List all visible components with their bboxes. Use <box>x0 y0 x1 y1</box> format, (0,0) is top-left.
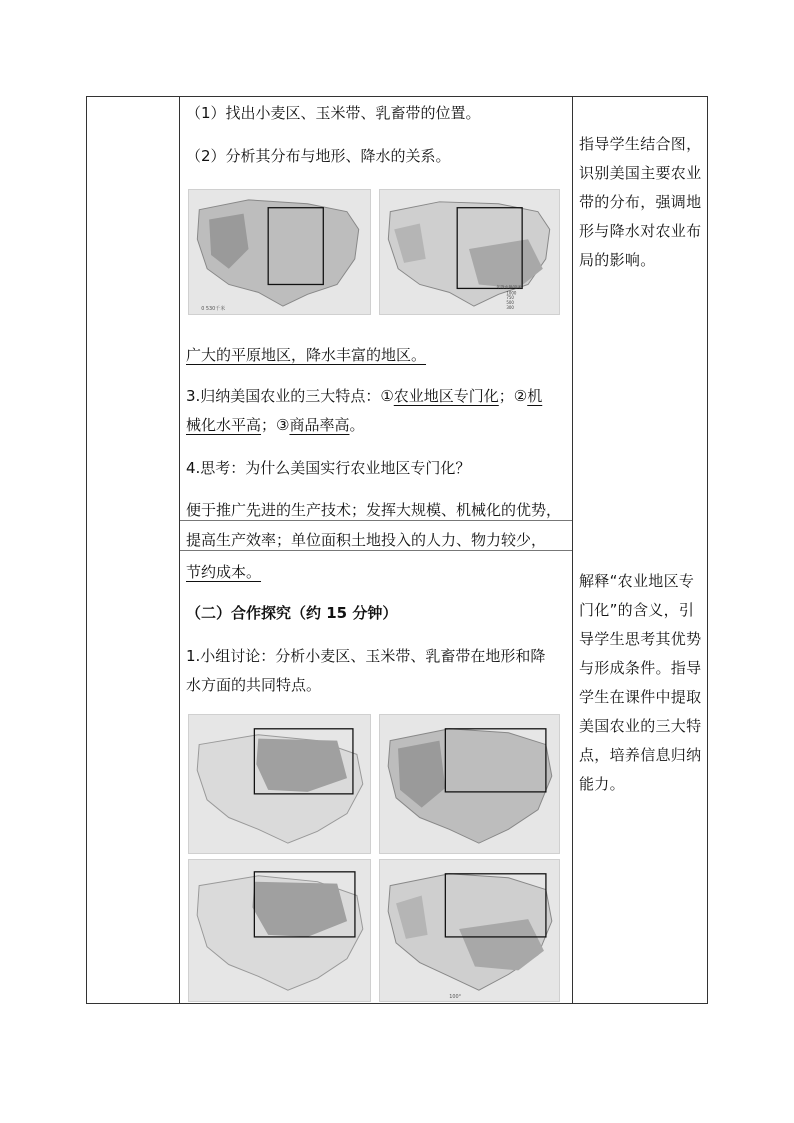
point-3-sep-2: ；③ <box>261 416 290 434</box>
section-2-title: （二）合作探究（约 15 分钟） <box>186 604 398 622</box>
map-terrain-usa-2 <box>379 714 560 854</box>
answer-2-line-2: 提高生产效率；单位面积土地投入的人力、物力较少， <box>186 531 547 549</box>
group-task-line-2: 水方面的共同特点。 <box>186 676 322 694</box>
teacher-note-1: 指导学生结合图，识别美国主要农业带的分布，强调地形与降水对农业布局的影响。 <box>579 135 702 269</box>
map-precipitation-usa-2 <box>379 859 560 1002</box>
point-3-line-1 <box>186 382 542 410</box>
legend-title: 年降水量/毫米 <box>496 284 522 290</box>
map-terrain-usa <box>188 189 371 315</box>
legend-750: 750 <box>506 295 514 301</box>
feature-mechanization-part1: 机 <box>527 387 543 405</box>
group-task-line-1: 1.小组讨论：分析小麦区、玉米带、乳畜带在地形和降 <box>186 647 546 665</box>
answer-2-rule-2 <box>180 550 572 551</box>
content-column <box>180 97 572 1003</box>
point-3-sep-1: ；② <box>498 387 528 405</box>
teacher-note-2: 解释“农业地区专门化”的含义，引导学生思考其优势与形成条件。指导学生在课件中提取美国农业的三大特点，培养信息归纳能力。 <box>579 572 702 793</box>
notes-column <box>573 97 709 1003</box>
map-agri-belts-1 <box>188 714 371 854</box>
feature-specialization: 农业地区专门化 <box>393 387 499 405</box>
longitude-label: 100° <box>449 994 462 1001</box>
point-4-question: 4.思考：为什么美国实行农业地区专门化？ <box>186 459 471 477</box>
map-precipitation-usa <box>379 189 560 315</box>
feature-mechanization-part2: 械化水平高 <box>186 416 262 434</box>
legend-300: 300 <box>506 305 514 311</box>
answer-2-rule-1 <box>180 520 572 521</box>
answer-2-line-1: 便于推广先进的生产技术；发挥大规模、机械化的优势， <box>186 501 562 519</box>
scale-label: 0 530千米 <box>201 306 226 313</box>
point-3-end: 。 <box>349 416 365 434</box>
feature-commodity-rate: 商品率高 <box>289 416 350 434</box>
task-line-2: （2）分析其分布与地形、降水的关系。 <box>186 147 451 165</box>
task-line-1: （1）找出小麦区、玉米带、乳畜带的位置。 <box>186 104 481 122</box>
legend-500: 500 <box>506 300 514 306</box>
lesson-table <box>86 96 708 1004</box>
answer-1: 广大的平原地区，降水丰富的地区。 <box>186 346 427 364</box>
point-3-line-2 <box>186 411 365 439</box>
point-3-prefix: 3.归纳美国农业的三大特点：① <box>186 387 394 405</box>
legend-1000: 1000 <box>506 290 517 296</box>
map-agri-belts-2 <box>188 859 371 1002</box>
answer-2-line-3: 节约成本。 <box>186 563 262 581</box>
